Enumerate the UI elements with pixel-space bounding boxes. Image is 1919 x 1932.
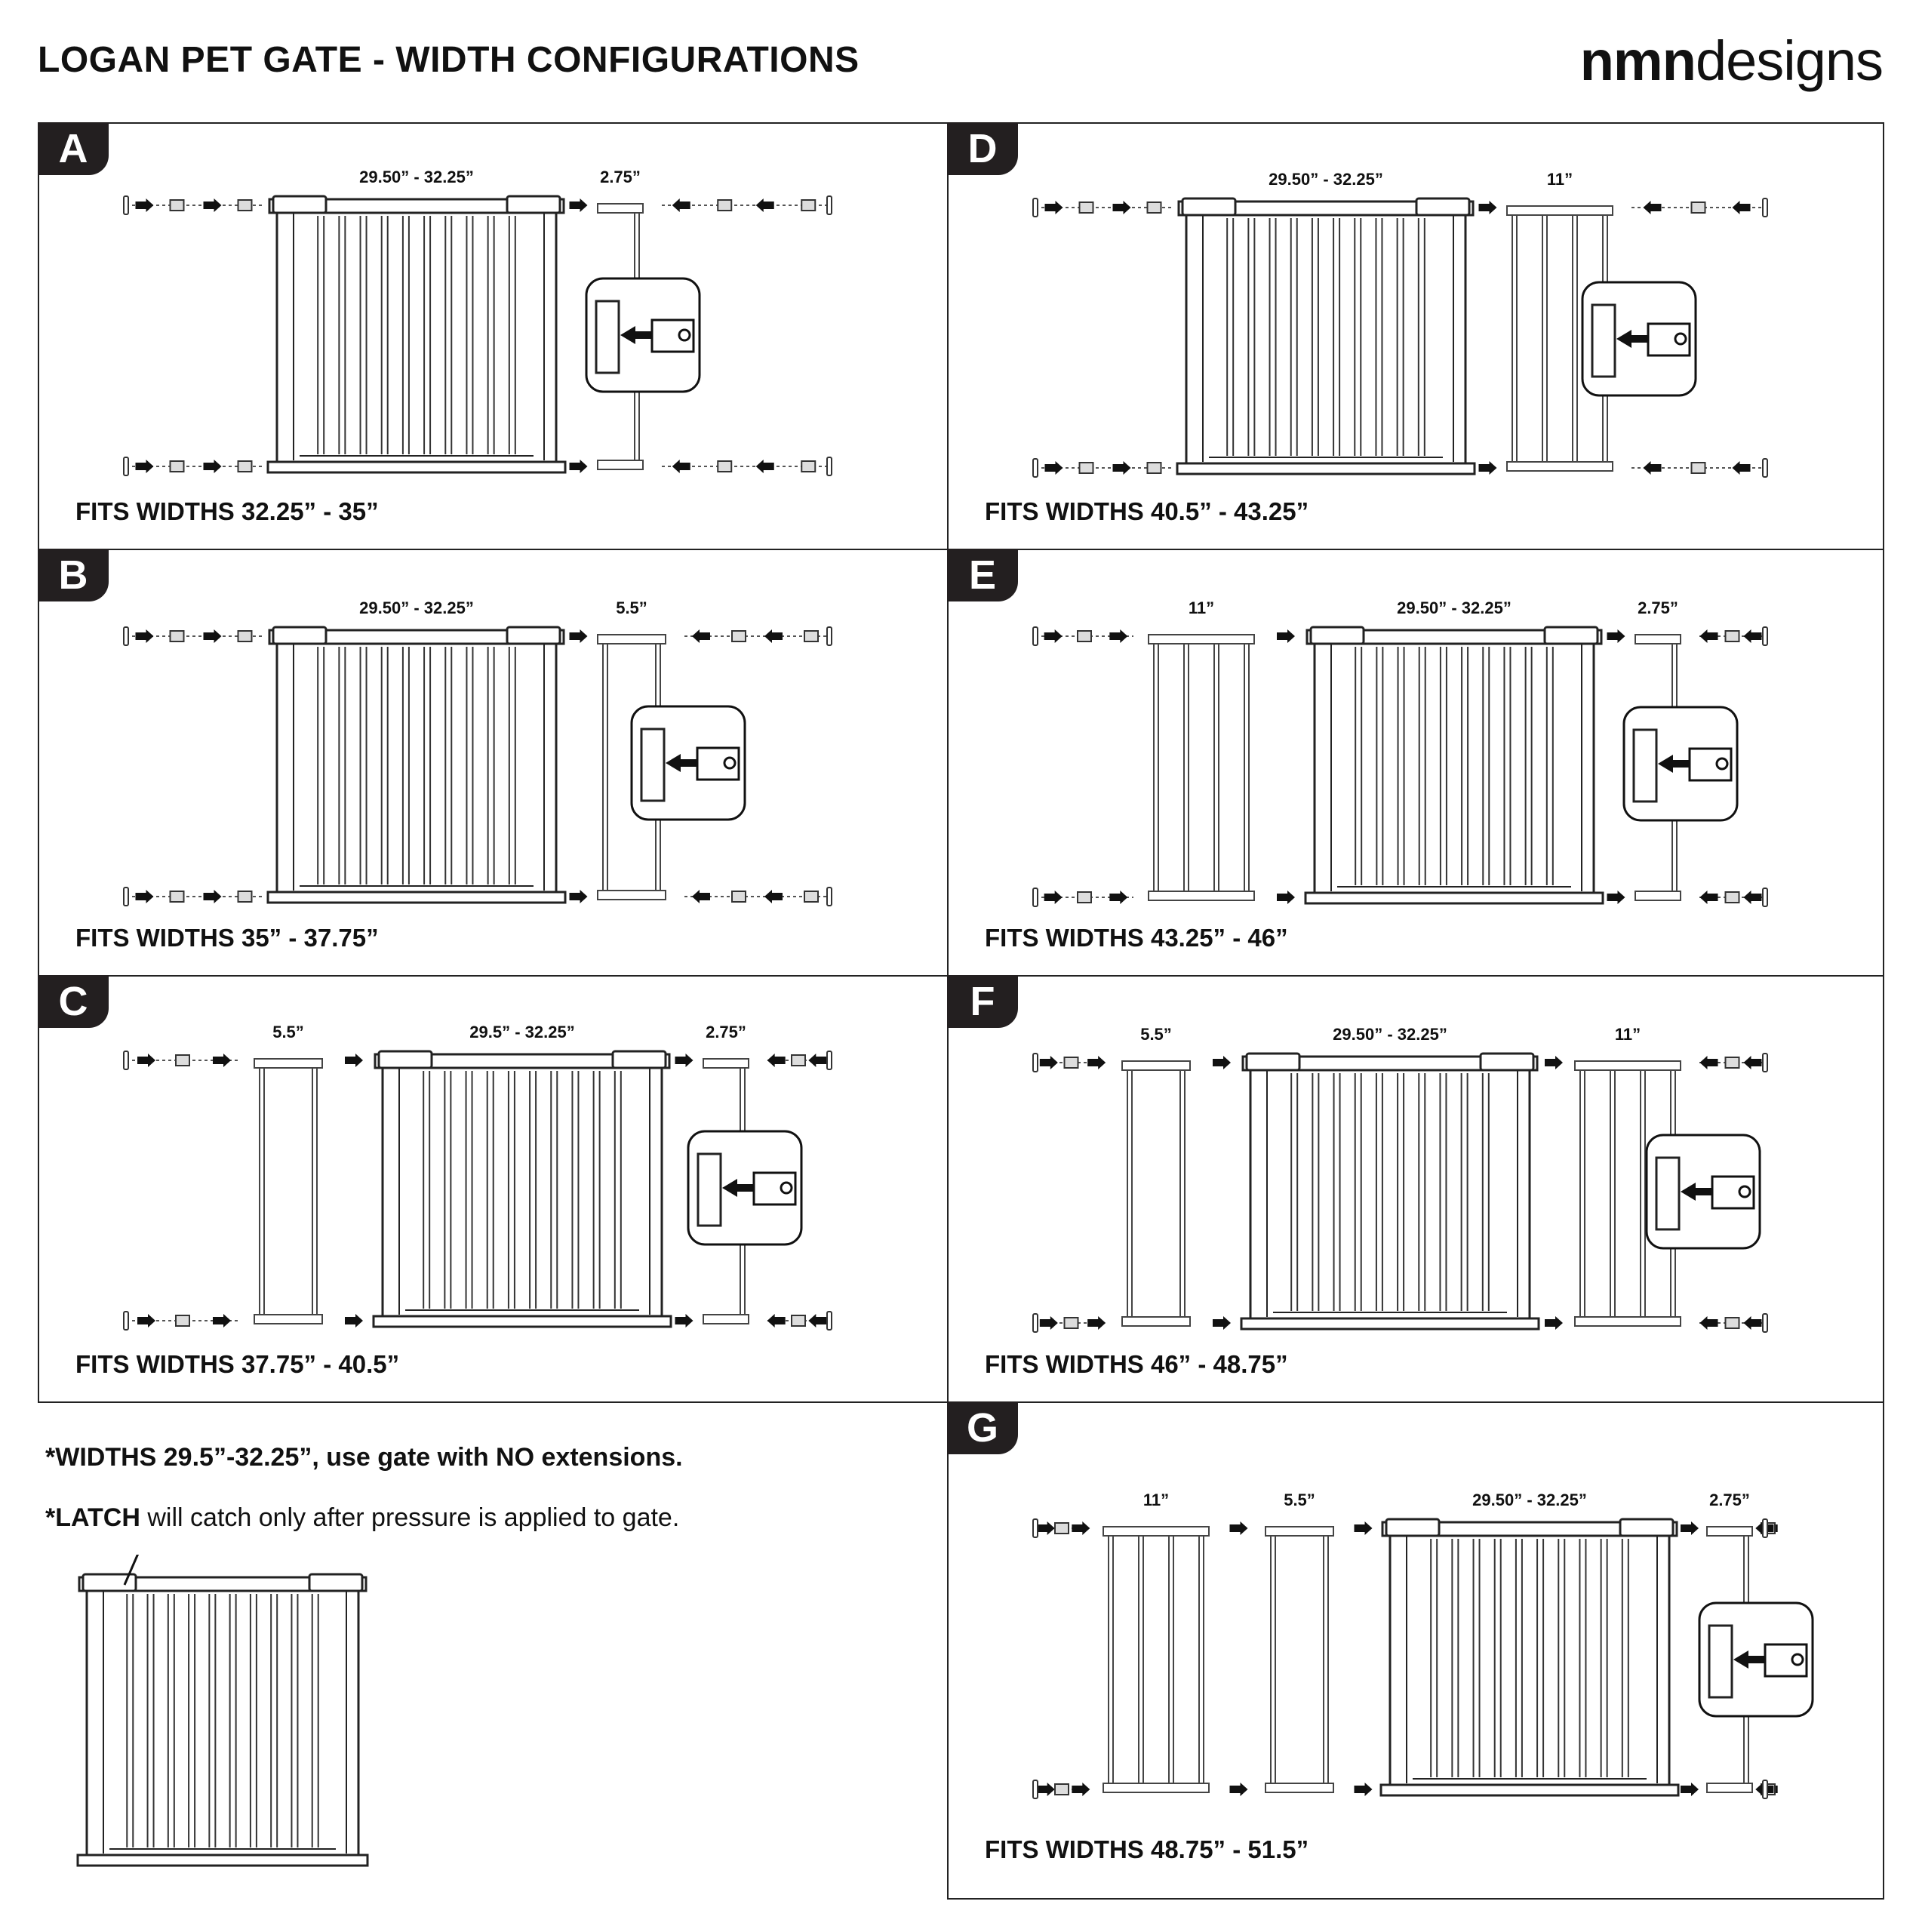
panel-g-left-bottom-hardware — [1033, 1780, 1090, 1798]
panel-b-fits-label: FITS WIDTHS 35” - 37.75” — [75, 924, 379, 952]
panel-e-left-top-hardware — [1033, 627, 1133, 645]
panel-g-badge: G — [947, 1401, 1018, 1454]
panel-f-left-top-hardware — [1033, 1054, 1107, 1072]
panel-a-connector-arrow — [570, 198, 588, 212]
panel-b-right-bottom-hardware — [684, 888, 832, 906]
page-title: LOGAN PET GATE - WIDTH CONFIGURATIONS — [38, 40, 860, 80]
panel-f-dimension-label: 29.50” - 32.25” — [1333, 1025, 1447, 1044]
panel-b-connector-arrow — [570, 890, 588, 903]
panel-f-right-bottom-hardware — [1699, 1314, 1767, 1332]
panel-g-connector-arrow — [1230, 1783, 1248, 1796]
panel-e-right-top-hardware — [1699, 627, 1767, 645]
panel-e-left-bottom-hardware — [1033, 888, 1133, 906]
panel-g-connector-arrow — [1681, 1783, 1699, 1796]
panel-a-gate — [268, 196, 565, 472]
panel-a-dimension-label: 2.75” — [600, 168, 641, 186]
panel-b-gate — [268, 627, 565, 903]
panel-f — [947, 975, 1884, 1403]
panel-c-right-bottom-hardware — [767, 1312, 832, 1330]
panel-d — [947, 122, 1884, 550]
panel-d-latch-inset — [1582, 282, 1696, 395]
panel-d-dimension-label: 11” — [1546, 170, 1573, 189]
panel-g-connector-arrow — [1681, 1521, 1699, 1535]
panel-b — [38, 549, 949, 977]
panel-e-fits-label: FITS WIDTHS 43.25” - 46” — [985, 924, 1288, 952]
panel-g-dimension-label: 5.5” — [1284, 1491, 1315, 1509]
panel-a-right-top-hardware — [662, 196, 832, 214]
panel-c-diagram — [39, 977, 950, 1404]
panel-c-connector-arrow — [345, 1314, 363, 1327]
panel-g-gate — [1381, 1519, 1678, 1795]
panel-a-diagram — [39, 124, 950, 552]
panel-c-extension — [254, 1059, 322, 1324]
panel-b-left-top-hardware — [124, 627, 262, 645]
panel-f-dimension-label: 11” — [1614, 1025, 1641, 1044]
panel-g-extension — [1103, 1527, 1209, 1792]
panel-e-right-bottom-hardware — [1699, 888, 1767, 906]
panel-b-dimension-label: 5.5” — [616, 598, 647, 617]
panel-c — [38, 975, 949, 1403]
panel-e-gate — [1305, 627, 1603, 903]
panel-g-fits-label: FITS WIDTHS 48.75” - 51.5” — [985, 1835, 1309, 1863]
panel-g-right-bottom-hardware — [1755, 1780, 1777, 1798]
panel-c-connector-arrow — [675, 1314, 693, 1327]
panel-d-left-bottom-hardware — [1033, 459, 1171, 477]
panel-f-dimension-label: 5.5” — [1140, 1025, 1172, 1044]
panel-c-fits-label: FITS WIDTHS 37.75” - 40.5” — [75, 1350, 400, 1378]
panel-d-connector-arrow — [1479, 461, 1497, 475]
panel-f-extension — [1122, 1061, 1190, 1326]
panel-c-badge: C — [38, 975, 109, 1028]
panel-d-right-top-hardware — [1631, 198, 1767, 217]
panel-d-badge: D — [947, 122, 1018, 175]
panel-c-left-top-hardware — [124, 1051, 239, 1069]
panel-a-badge: A — [38, 122, 109, 175]
panel-e-connector-arrow — [1277, 629, 1295, 643]
panel-c-connector-arrow — [345, 1054, 363, 1067]
panel-f-diagram — [949, 977, 1886, 1404]
panel-e-dimension-label: 11” — [1188, 598, 1215, 617]
panel-e-badge: E — [947, 549, 1018, 601]
panel-a-connector-arrow — [570, 460, 588, 473]
panel-g-diagram — [949, 1403, 1886, 1901]
panel-g-latch-inset — [1699, 1603, 1813, 1716]
note-latch: *LATCH will catch only after pressure is applied to gate. — [45, 1503, 680, 1532]
panel-f-badge: F — [947, 975, 1018, 1028]
panel-a-left-top-hardware — [124, 196, 262, 214]
panel-a-left-bottom-hardware — [124, 457, 262, 475]
panel-d-diagram — [949, 124, 1886, 552]
panel-g — [947, 1401, 1884, 1900]
panel-a-fits-label: FITS WIDTHS 32.25” - 35” — [75, 497, 379, 525]
panel-e-diagram — [949, 550, 1886, 978]
panel-f-connector-arrow — [1213, 1316, 1231, 1330]
panel-e-connector-arrow — [1277, 891, 1295, 904]
panel-b-badge: B — [38, 549, 109, 601]
panel-f-latch-inset — [1647, 1135, 1760, 1248]
panel-d-connector-arrow — [1479, 201, 1497, 214]
panel-e-dimension-label: 2.75” — [1638, 598, 1678, 617]
panel-e — [947, 549, 1884, 977]
panel-d-fits-label: FITS WIDTHS 40.5” - 43.25” — [985, 497, 1309, 525]
brand-logo: nmndesigns — [1579, 29, 1883, 92]
panel-b-latch-inset — [632, 706, 745, 820]
panel-a-dimension-label: 29.50” - 32.25” — [359, 168, 474, 186]
panel-f-right-top-hardware — [1699, 1054, 1767, 1072]
panel-g-extension — [1265, 1527, 1333, 1792]
panel-e-connector-arrow — [1607, 891, 1625, 904]
panel-a — [38, 122, 949, 550]
panel-g-left-top-hardware — [1033, 1519, 1090, 1537]
panel-f-gate — [1241, 1054, 1539, 1329]
panel-f-connector-arrow — [1213, 1056, 1231, 1069]
panel-c-connector-arrow — [675, 1054, 693, 1067]
panel-c-gate — [374, 1051, 671, 1327]
panel-a-latch-inset — [586, 278, 700, 392]
panel-c-dimension-label: 2.75” — [706, 1023, 746, 1041]
panel-f-connector-arrow — [1545, 1316, 1563, 1330]
panel-f-fits-label: FITS WIDTHS 46” - 48.75” — [985, 1350, 1288, 1378]
panel-d-left-top-hardware — [1033, 198, 1171, 217]
panel-e-dimension-label: 29.50” - 32.25” — [1397, 598, 1512, 617]
panel-b-dimension-label: 29.50” - 32.25” — [359, 598, 474, 617]
panel-c-dimension-label: 5.5” — [272, 1023, 304, 1041]
panel-c-right-top-hardware — [767, 1051, 832, 1069]
panel-c-dimension-label: 29.5” - 32.25” — [469, 1023, 575, 1041]
panel-e-latch-inset — [1624, 707, 1737, 820]
latch-gate — [78, 1574, 368, 1866]
panel-g-dimension-label: 29.50” - 32.25” — [1472, 1491, 1587, 1509]
panel-c-left-bottom-hardware — [124, 1312, 239, 1330]
panel-e-connector-arrow — [1607, 629, 1625, 643]
panel-d-dimension-label: 29.50” - 32.25” — [1269, 170, 1383, 189]
panel-b-left-bottom-hardware — [124, 888, 262, 906]
latch-gate-illustration — [72, 1555, 449, 1894]
panel-b-right-top-hardware — [684, 627, 832, 645]
panel-e-extension — [1149, 635, 1254, 900]
panel-d-right-bottom-hardware — [1631, 459, 1767, 477]
panel-c-latch-inset — [688, 1131, 801, 1244]
panel-g-connector-arrow — [1355, 1783, 1373, 1796]
panel-d-gate — [1177, 198, 1475, 474]
panel-b-connector-arrow — [570, 629, 588, 643]
panel-f-connector-arrow — [1545, 1056, 1563, 1069]
panel-g-connector-arrow — [1355, 1521, 1373, 1535]
panel-g-dimension-label: 11” — [1142, 1491, 1170, 1509]
note-no-extensions: *WIDTHS 29.5”-32.25”, use gate with NO extensions. — [45, 1443, 683, 1472]
panel-g-dimension-label: 2.75” — [1709, 1491, 1750, 1509]
panel-a-right-bottom-hardware — [662, 457, 832, 475]
panel-g-connector-arrow — [1230, 1521, 1248, 1535]
panel-f-left-bottom-hardware — [1033, 1314, 1107, 1332]
panel-g-right-top-hardware — [1755, 1519, 1777, 1537]
panel-b-diagram — [39, 550, 950, 978]
